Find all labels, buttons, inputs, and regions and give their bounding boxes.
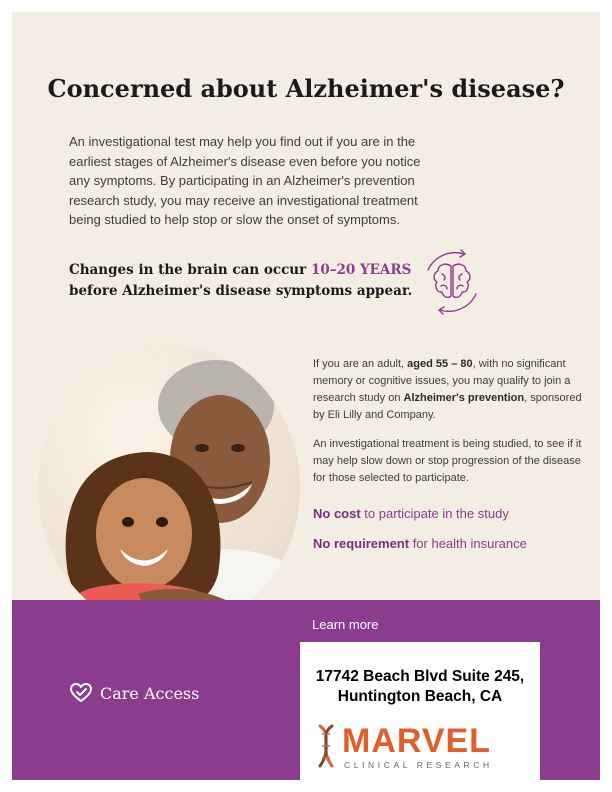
marvel-subtitle: CLINICAL RESEARCH bbox=[344, 760, 493, 770]
callout-statement bbox=[69, 260, 429, 302]
site-address-card bbox=[300, 642, 540, 780]
benefit-no-insurance bbox=[313, 535, 593, 553]
eligibility-column bbox=[313, 356, 593, 565]
treatment-paragraph: An investigational treatment is being studied, to see if it may help slow down or stop progression of the disease for those selected to participate. bbox=[313, 438, 582, 484]
dna-helix-icon bbox=[314, 724, 338, 768]
marvel-wordmark: MARVEL bbox=[342, 722, 491, 760]
eligibility-paragraph bbox=[313, 356, 593, 424]
eligibility-text-1: If you are an adult, bbox=[313, 358, 408, 370]
headline: Concerned about Alzheimer's disease? bbox=[47, 74, 565, 103]
eligibility-text-2: , with no significant memory or cognitive issues, you may qualify to join a research study on bbox=[313, 358, 571, 404]
callout-after: before Alzheimer's disease symptoms appear. bbox=[69, 283, 413, 299]
brain-cycle-icon bbox=[414, 244, 490, 320]
benefit-no-cost-bold: No cost bbox=[313, 506, 361, 521]
benefit-no-insurance-rest: for health insurance bbox=[409, 536, 527, 551]
eligibility-text-3: , sponsored by Eli Lilly and Company. bbox=[313, 392, 582, 421]
eligibility-age: aged 55 – 80 bbox=[407, 358, 473, 370]
heart-check-icon bbox=[70, 683, 92, 703]
site-address-line1: 17742 Beach Blvd Suite 245, bbox=[315, 668, 525, 685]
care-access-name: Care Access bbox=[100, 683, 200, 703]
callout-years: 10–20 YEARS bbox=[310, 262, 412, 278]
intro-paragraph: An investigational test may help you find out if you are in the earliest stages of Alzheimer's disease even before you notice any symptoms. By participating in an Alzheimer's prevention research study, you may receive an investigational treatment being studied to help stop or slow the onset of symptoms. bbox=[69, 134, 421, 227]
benefit-no-insurance-bold: No requirement bbox=[313, 536, 410, 551]
learn-more-link[interactable]: Learn more bbox=[312, 617, 379, 632]
eligibility-topic: Alzheimer's prevention bbox=[403, 392, 525, 404]
benefit-no-cost bbox=[313, 505, 593, 523]
care-access-logo bbox=[70, 683, 199, 703]
site-address-line2: Huntington Beach, CA bbox=[337, 688, 503, 705]
marvel-logo bbox=[310, 722, 530, 774]
flyer-page bbox=[12, 12, 600, 780]
benefit-no-cost-rest: to participate in the study bbox=[360, 506, 509, 521]
callout-before: Changes in the brain can occur bbox=[69, 262, 311, 278]
grandmother-child-photo bbox=[38, 344, 300, 632]
